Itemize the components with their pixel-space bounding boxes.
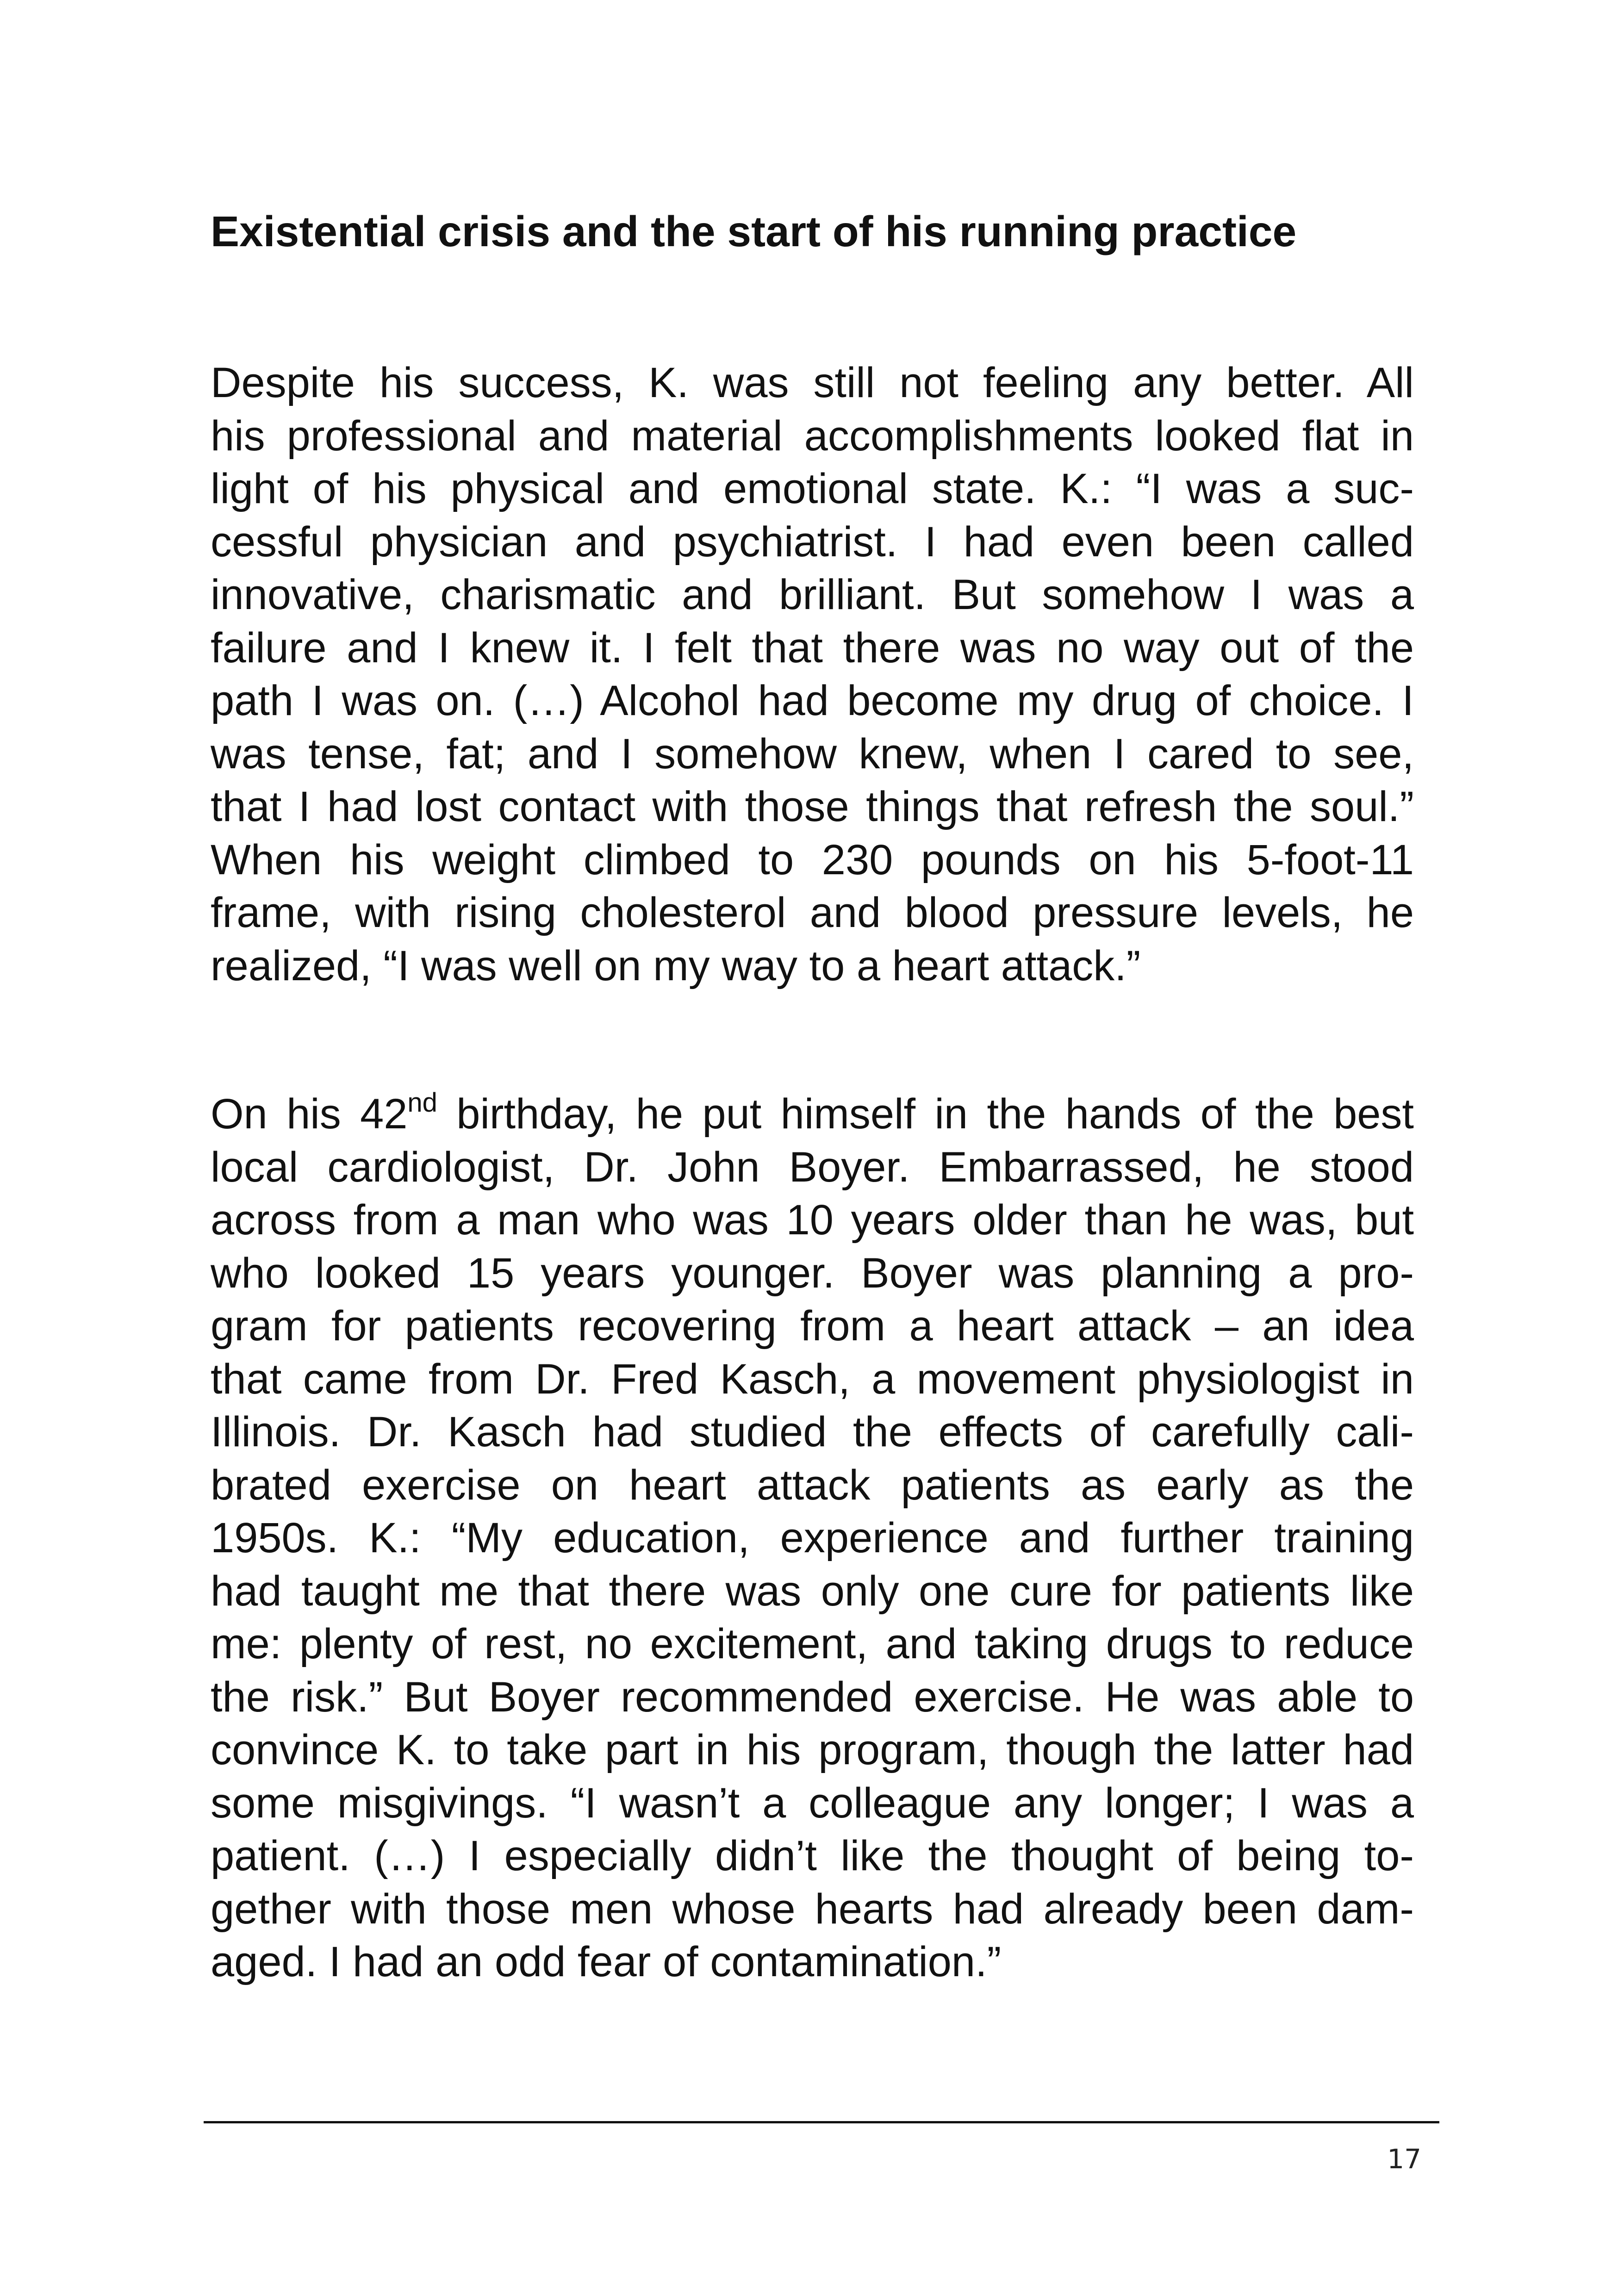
text-line: path I was on. (…) Alcohol had become my drug of choice. I (211, 677, 1414, 724)
page-number: 17 (1387, 2143, 1421, 2175)
text-line: light of his physical and emotional state. K.: “I was a suc- (211, 465, 1414, 512)
text-line: local cardiologist, Dr. John Boyer. Embarrassed, he stood (211, 1143, 1414, 1191)
text-line: had taught me that there was only one cure for patients like (211, 1567, 1414, 1615)
text-line: me: plenty of rest, no excitement, and taking drugs to reduce (211, 1620, 1414, 1668)
text-line: was tense, fat; and I somehow knew, when I cared to see, (211, 730, 1414, 778)
text-line: failure and I knew it. I felt that there was no way out of the (211, 624, 1414, 672)
text-line: the risk.” But Boyer recommended exercise. He was able to (211, 1673, 1414, 1721)
footer-rule (204, 2121, 1439, 2123)
text-line: that I had lost contact with those things that refresh the soul.” (211, 783, 1414, 830)
text-line: across from a man who was 10 years older than he was, but (211, 1196, 1414, 1244)
text-line: gether with those men whose hearts had already been dam- (211, 1885, 1414, 1933)
text-line: Despite his success, K. was still not feeling any better. All (211, 359, 1414, 406)
text-line: frame, with rising cholesterol and blood pressure levels, he (211, 889, 1414, 936)
text-line: brated exercise on heart attack patients as early as the (211, 1461, 1414, 1509)
section-heading: Existential crisis and the start of his running practice (211, 207, 1297, 255)
text-line: some misgivings. “I wasn’t a colleague any longer; I was a (211, 1779, 1414, 1827)
text-fragment: On his 42 (211, 1090, 408, 1138)
text-line: 1950s. K.: “My education, experience and further training (211, 1514, 1414, 1562)
text-line: innovative, charismatic and brilliant. But somehow I was a (211, 571, 1414, 618)
text-line: gram for patients recovering from a heart attack – an idea (211, 1302, 1414, 1350)
text-line: patient. (…) I especially didn’t like the thought of being to- (211, 1832, 1414, 1879)
paragraph-2 (211, 1088, 1414, 1989)
text-line: cessful physician and psychiatrist. I had even been called (211, 518, 1414, 566)
text-line: When his weight climbed to 230 pounds on his 5-foot-11 (211, 836, 1414, 884)
text-fragment: birthday, he put himself in the hands of the best (437, 1090, 1414, 1138)
text-line: aged. I had an odd fear of contamination.” (211, 1938, 1002, 1985)
paragraph-1 (211, 356, 1414, 992)
text-line: who looked 15 years younger. Boyer was planning a pro- (211, 1249, 1414, 1297)
ordinal-superscript: nd (407, 1088, 437, 1118)
text-line: Illinois. Dr. Kasch had studied the effects of carefully cali- (211, 1408, 1414, 1456)
text-line: convince K. to take part in his program, though the latter had (211, 1726, 1414, 1773)
text-line-with-superscript (211, 1088, 1414, 1141)
text-line: realized, “I was well on my way to a heart attack.” (211, 942, 1141, 989)
text-line: his professional and material accomplishments looked flat in (211, 412, 1414, 460)
text-line: that came from Dr. Fred Kasch, a movement physiologist in (211, 1355, 1414, 1403)
